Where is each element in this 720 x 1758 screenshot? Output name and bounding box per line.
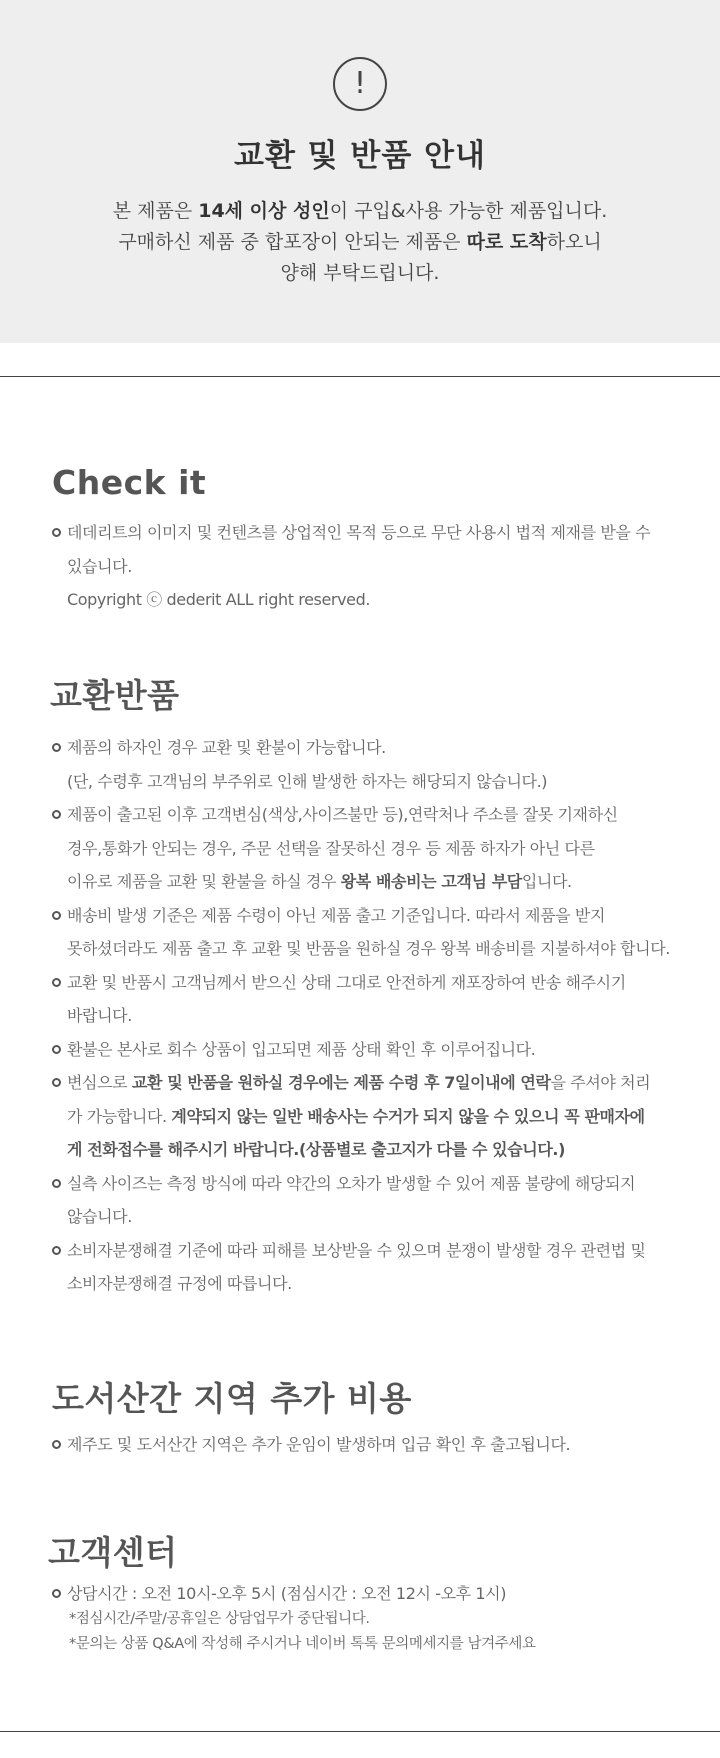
consultation-hours: 상담시간 : 오전 10시-오후 5시 (점심시간 : 오전 12시 -오후 1시) bbox=[67, 1584, 507, 1603]
inquiry-note: *문의는 상품 Q&A에 작성해 주시거나 네이버 톡톡 문의메세지를 남겨주세요 bbox=[69, 1636, 536, 1652]
bullet-icon bbox=[52, 1246, 61, 1255]
list-text: (단, 수령후 고객님의 부주위로 인해 발생한 하자는 해당되지 않습니다.) bbox=[67, 771, 548, 791]
divider-bottom bbox=[0, 1731, 720, 1732]
notice-emphasis: 따로 도착 bbox=[466, 231, 547, 253]
divider-top bbox=[0, 376, 720, 377]
check-it-heading: Check it bbox=[52, 463, 207, 502]
list-text-part: 가 가능합니다. bbox=[67, 1106, 172, 1126]
list-text: 바랍니다. bbox=[67, 1006, 132, 1025]
list-text: 경우,통화가 안되는 경우, 주문 선택을 잘못하신 경우 등 제품 하자가 아닌 다른 bbox=[67, 838, 595, 858]
list-item bbox=[52, 1033, 692, 1067]
notice-emphasis: 14세 이상 성인 bbox=[198, 200, 330, 222]
list-text-part: 변심으로 bbox=[67, 1073, 132, 1092]
list-text: 소비자분쟁해결 규정에 따릅니다. bbox=[67, 1274, 292, 1293]
notice-text-part: 이 구입&사용 가능한 제품입니다. bbox=[329, 200, 608, 222]
list-text: 않습니다. bbox=[67, 1207, 132, 1226]
list-text: 실측 사이즈는 측정 방식에 따라 약간의 오차가 발생할 수 있어 제품 불량에 해당되지 bbox=[67, 1173, 636, 1193]
list-item bbox=[52, 731, 692, 798]
notice-line-1 bbox=[0, 196, 720, 227]
bullet-icon bbox=[52, 1045, 61, 1054]
list-text bbox=[67, 1100, 692, 1134]
bullet-icon bbox=[52, 1179, 61, 1188]
notice-title: 교환 및 반품 안내 bbox=[234, 138, 486, 174]
lunch-break-note: *점심시간/주말/공휴일은 상담업무가 중단됩니다. bbox=[69, 1611, 370, 1627]
notice-text-part: 하오니 bbox=[546, 231, 602, 253]
list-text: 있습니다. bbox=[67, 556, 132, 576]
notice-line-2 bbox=[0, 227, 720, 258]
list-item bbox=[52, 1428, 692, 1462]
remote-area-fee-heading: 도서산간 지역 추가 비용 bbox=[52, 1379, 412, 1418]
bullet-icon bbox=[52, 1440, 61, 1449]
list-text: 소비자분쟁해결 기준에 따라 피해를 보상받을 수 있으며 분쟁이 발생할 경우 관련법 및 bbox=[67, 1240, 646, 1260]
check-it-list bbox=[52, 516, 692, 617]
list-item bbox=[52, 1066, 692, 1167]
bullet-icon bbox=[52, 528, 61, 537]
list-emphasis: 계약되지 않는 일반 배송사는 수거가 되지 않을 수 있으니 꼭 판매자에 bbox=[171, 1106, 645, 1126]
exchange-return-heading: 교환반품 bbox=[50, 676, 180, 715]
list-text bbox=[67, 1066, 692, 1100]
exclamation-icon: ! bbox=[333, 57, 387, 111]
bullet-icon bbox=[52, 911, 61, 920]
notice-text bbox=[0, 196, 720, 289]
list-text-part: 을 주셔야 처리 bbox=[550, 1073, 651, 1092]
bullet-icon bbox=[52, 1078, 61, 1087]
list-text: 제품의 하자인 경우 교환 및 환불이 가능합니다. bbox=[67, 738, 386, 757]
bullet-icon bbox=[52, 810, 61, 819]
list-text: 제품이 출고된 이후 고객변심(색상,사이즈불만 등),연락처나 주소를 잘못 기재하신 bbox=[67, 805, 618, 824]
list-text: 배송비 발생 기준은 제품 수령이 아닌 제품 출고 기준입니다. 따라서 제품을 받지 bbox=[67, 905, 606, 925]
list-item bbox=[52, 1167, 692, 1234]
list-text bbox=[67, 865, 692, 899]
list-item bbox=[52, 899, 692, 966]
exchange-return-list bbox=[52, 731, 692, 1301]
list-item bbox=[52, 966, 692, 1033]
list-item bbox=[52, 516, 692, 617]
list-item bbox=[52, 798, 692, 899]
list-emphasis: 게 전화접수를 해주시기 바랍니다.(상품별로 출고지가 다를 수 있습니다.) bbox=[67, 1140, 565, 1159]
list-emphasis: 교환 및 반품을 원하실 경우에는 제품 수령 후 7일이내에 연락 bbox=[131, 1073, 551, 1092]
notice-text-part: 본 제품은 bbox=[112, 200, 199, 222]
list-text: 환불은 본사로 회수 상품이 입고되면 제품 상태 확인 후 이루어집니다. bbox=[67, 1039, 536, 1059]
list-text bbox=[67, 1133, 692, 1167]
list-item bbox=[52, 1234, 692, 1301]
customer-center-heading: 고객센터 bbox=[48, 1533, 178, 1572]
notice-line-3: 양해 부탁드립니다. bbox=[280, 262, 440, 284]
list-text: 못하셨더라도 제품 출고 후 교환 및 반품을 원하실 경우 왕복 배송비를 지불하셔야 합니다. bbox=[67, 939, 670, 958]
bullet-icon bbox=[52, 743, 61, 752]
copyright-text: Copyright ⓒ dederit ALL right reserved. bbox=[67, 590, 371, 609]
list-item bbox=[52, 1581, 692, 1657]
customer-center-list bbox=[52, 1581, 692, 1657]
list-text: 교환 및 반품시 고객님께서 받으신 상태 그대로 안전하게 재포장하여 반송 해주시기 bbox=[67, 972, 626, 992]
list-text: 데데리트의 이미지 및 컨텐츠를 상업적인 목적 등으로 무단 사용시 법적 제재를 받을 수 bbox=[67, 523, 651, 542]
remote-area-fee-list bbox=[52, 1428, 692, 1462]
bullet-icon bbox=[52, 978, 61, 987]
list-text-part: 이유로 제품을 교환 및 환불을 하실 경우 bbox=[67, 872, 341, 891]
notice-banner bbox=[0, 0, 720, 343]
list-text-part: 입니다. bbox=[521, 872, 572, 891]
bullet-icon bbox=[52, 1589, 61, 1598]
list-emphasis: 왕복 배송비는 고객님 부담 bbox=[340, 872, 522, 891]
notice-text-part: 구매하신 제품 중 합포장이 안되는 제품은 bbox=[118, 231, 467, 253]
list-text: 제주도 및 도서산간 지역은 추가 운임이 발생하며 입금 확인 후 출고됩니다. bbox=[67, 1435, 571, 1454]
